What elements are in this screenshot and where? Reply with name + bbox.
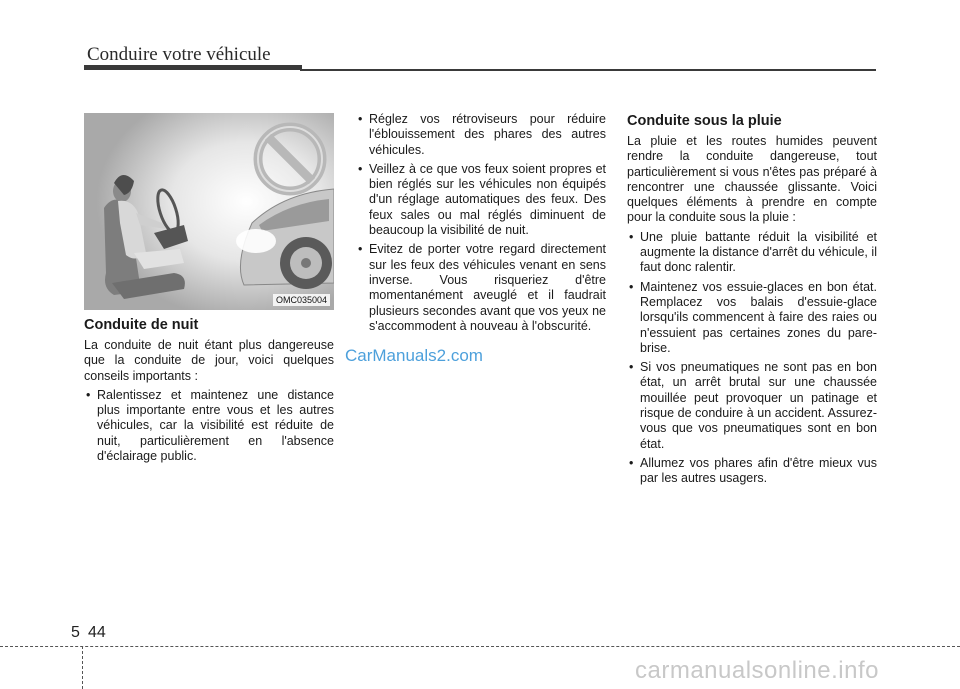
- night-driving-heading: Conduite de nuit: [84, 317, 199, 333]
- figure-code: OMC035004: [273, 294, 330, 306]
- header-rule-thick: [84, 65, 302, 70]
- chapter-number: 5: [71, 624, 80, 641]
- header-rule-thin: [300, 69, 876, 71]
- column-3: [627, 112, 877, 491]
- list-item: • Une pluie battante réduit la visibilité et augmente la distance d'arrêt du véhicule, il faut donc ralentir.: [627, 230, 877, 276]
- footer-vertical-divider: [82, 646, 83, 689]
- list-item: • Allumez vos phares afin d'être mieux vus par les autres usagers.: [627, 456, 877, 487]
- night-driving-list-part2: [356, 112, 606, 334]
- rain-driving-heading: Conduite sous la pluie: [627, 113, 782, 129]
- list-item: • Maintenez vos essuie-glaces en bon état. Remplacez vos balais d'essuie-glace lorsqu'ils commencent à faire des raies ou n'essuient pas certaines zones du pare-brise.: [627, 280, 877, 356]
- night-driving-intro: La conduite de nuit étant plus dangereuse que la conduite de jour, voici quelques conseils importants :: [84, 338, 334, 383]
- list-item: • Veillez à ce que vos feux soient propres et bien réglés sur les véhicules non équipés d'un réglage automatiques des feux. Des feux sales ou mal réglés diminuent de beaucoup la visibilité de nuit.: [356, 162, 606, 238]
- illustration-graphic: [84, 113, 334, 310]
- column-1: [84, 316, 334, 468]
- page-header-title: Conduire votre véhicule: [87, 44, 271, 65]
- footer-divider: [0, 646, 960, 647]
- rain-driving-intro: La pluie et les routes humides peuvent rendre la conduite dangereuse, tout particulièrement si vous n'êtes pas préparé à rencontrer une chaussée glissante. Voici quelques éléments à prendre en compte pour la conduite sous la pluie :: [627, 134, 877, 225]
- column-2: [356, 112, 606, 338]
- night-glare-illustration: [84, 113, 334, 310]
- list-item: • Evitez de porter votre regard directement sur les feux des véhicules venant en sens inverse. Vous risqueriez d'être momentanément aveuglé et il faudrait plusieurs secondes avant que vos yeux ne s'accommodent à nouveau à l'obscurité.: [356, 242, 606, 334]
- list-item: • Réglez vos rétroviseurs pour réduire l'éblouissement des phares des autres véhicules.: [356, 112, 606, 158]
- page-number: 44: [88, 624, 106, 641]
- list-item: • Ralentissez et maintenez une distance plus importante entre vous et les autres véhicules, car la visibilité est réduite de nuit, particulièrement en l'absence d'éclairage public.: [84, 388, 334, 464]
- watermark: CarManuals2.com: [345, 346, 483, 365]
- footer-site-link[interactable]: carmanualsonline.info: [635, 657, 879, 684]
- list-item: • Si vos pneumatiques ne sont pas en bon état, un arrêt brutal sur une chaussée mouillée peut provoquer un patinage et risque de conduire à un accident. Assurez-vous que vos pneumatiques sont en bon état.: [627, 360, 877, 452]
- night-driving-list-part1: [84, 388, 334, 464]
- rain-driving-list: [627, 230, 877, 487]
